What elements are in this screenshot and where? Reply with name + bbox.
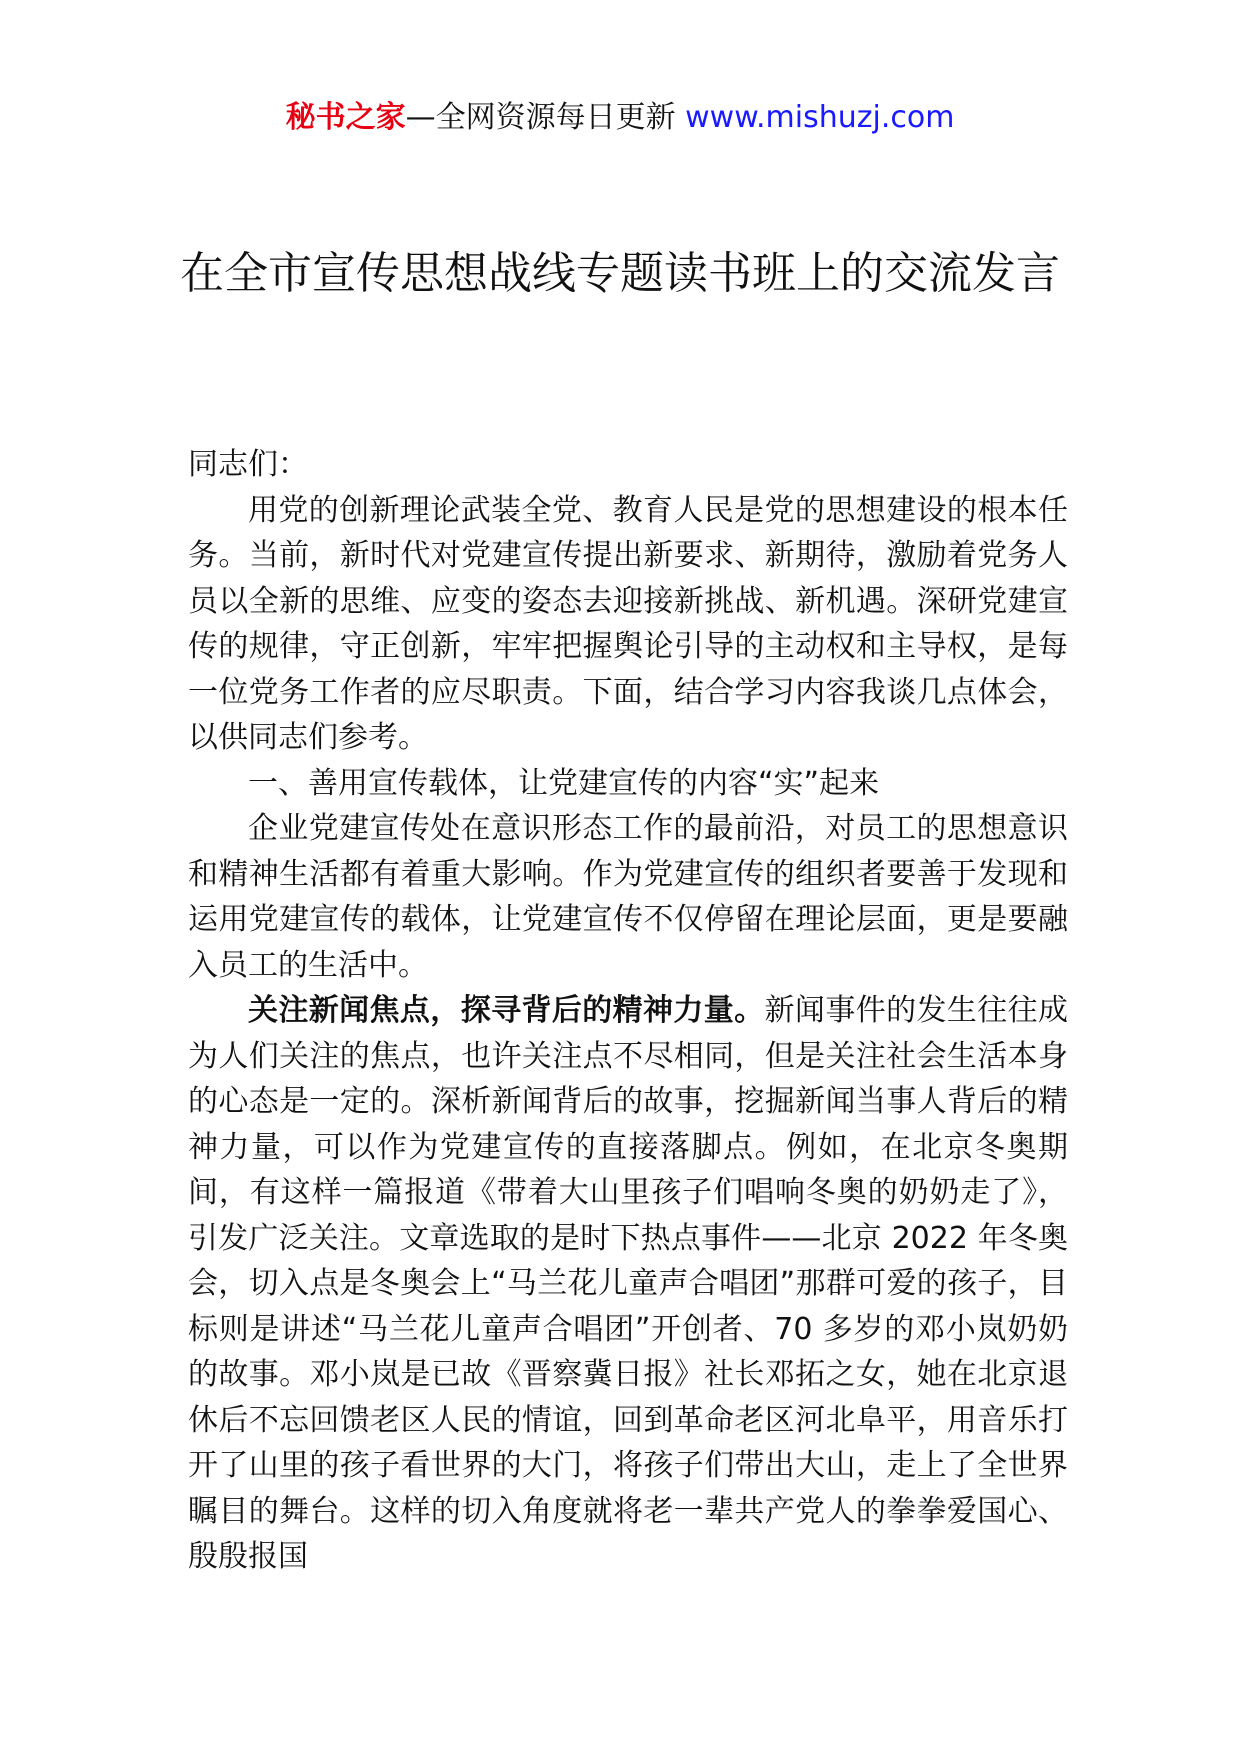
site-header: [0, 98, 1240, 138]
paragraph-section-1: [188, 806, 1068, 988]
header-tagline: —全网资源每日更新: [405, 100, 686, 135]
salutation: 同志们：: [188, 447, 308, 482]
brand-name: 秘书之家: [285, 100, 406, 135]
paragraph-text: 新闻事件的发生往往成为人们关注的焦点，也许关注点不尽相同，但是关注社会生活本身的心态是一定的。深析新闻背后的故事，挖掘新闻当事人背后的精神力量，可以作为党建宣传的直接落脚点。例如，在北京冬奥期间，有这样一篇报道《带着大山里孩子们唱响冬奥的奶奶走了》，引发广泛关注。文章选取的是时下热点事件——北京 2022 年冬奥会，切入点是冬奥会上“马兰花儿童声合唱团”那群可爱的孩子，目标则是讲述“马兰花儿童声合唱团”开创者、70 多岁的邓小岚奶奶的故事。邓小岚是已故《晋察冀日报》社长邓拓之女，她在北京退休后不忘回馈老区人民的情谊，回到革命老区河北阜平，用音乐打开了山里的孩子看世界的大门，将孩子们带出大山，走上了全世界瞩目的舞台。这样的切入角度就将老一辈共产党人的拳拳爱国心、殷殷报国: [188, 993, 1069, 1574]
paragraph-text: 用党的创新理论武装全党、教育人民是党的思想建设的根本任务。当前，新时代对党建宣传提出新要求、新期待，激励着党务人员以全新的思维、应变的姿态去迎接新挑战、新机遇。深研党建宣传的规律，守正创新，牢牢把握舆论引导的主动权和主导权，是每一位党务工作者的应尽职责。下面，结合学习内容我谈几点体会，以供同志们参考。: [188, 492, 1068, 755]
paragraph-text: 企业党建宣传处在意识形态工作的最前沿，对员工的思想意识和精神生活都有着重大影响。作为党建宣传的组织者要善于发现和运用党建宣传的载体，让党建宣传不仅停留在理论层面，更是要融入员工的生活中。: [188, 811, 1068, 983]
paragraph-lead: 关注新闻焦点，探寻背后的精神力量。: [248, 993, 765, 1028]
section-heading-text: 一、善用宣传载体，让党建宣传的内容“实”起来: [248, 765, 880, 801]
paragraph-intro: [188, 488, 1068, 761]
document-body: [188, 442, 1068, 1580]
website-link[interactable]: www.mishuzj.com: [685, 100, 955, 135]
section-heading-1: [188, 761, 1068, 807]
paragraph-news-focus: [188, 988, 1068, 1580]
document-title: 在全市宣传思想战线专题读书班上的交流发言: [180, 248, 1060, 299]
